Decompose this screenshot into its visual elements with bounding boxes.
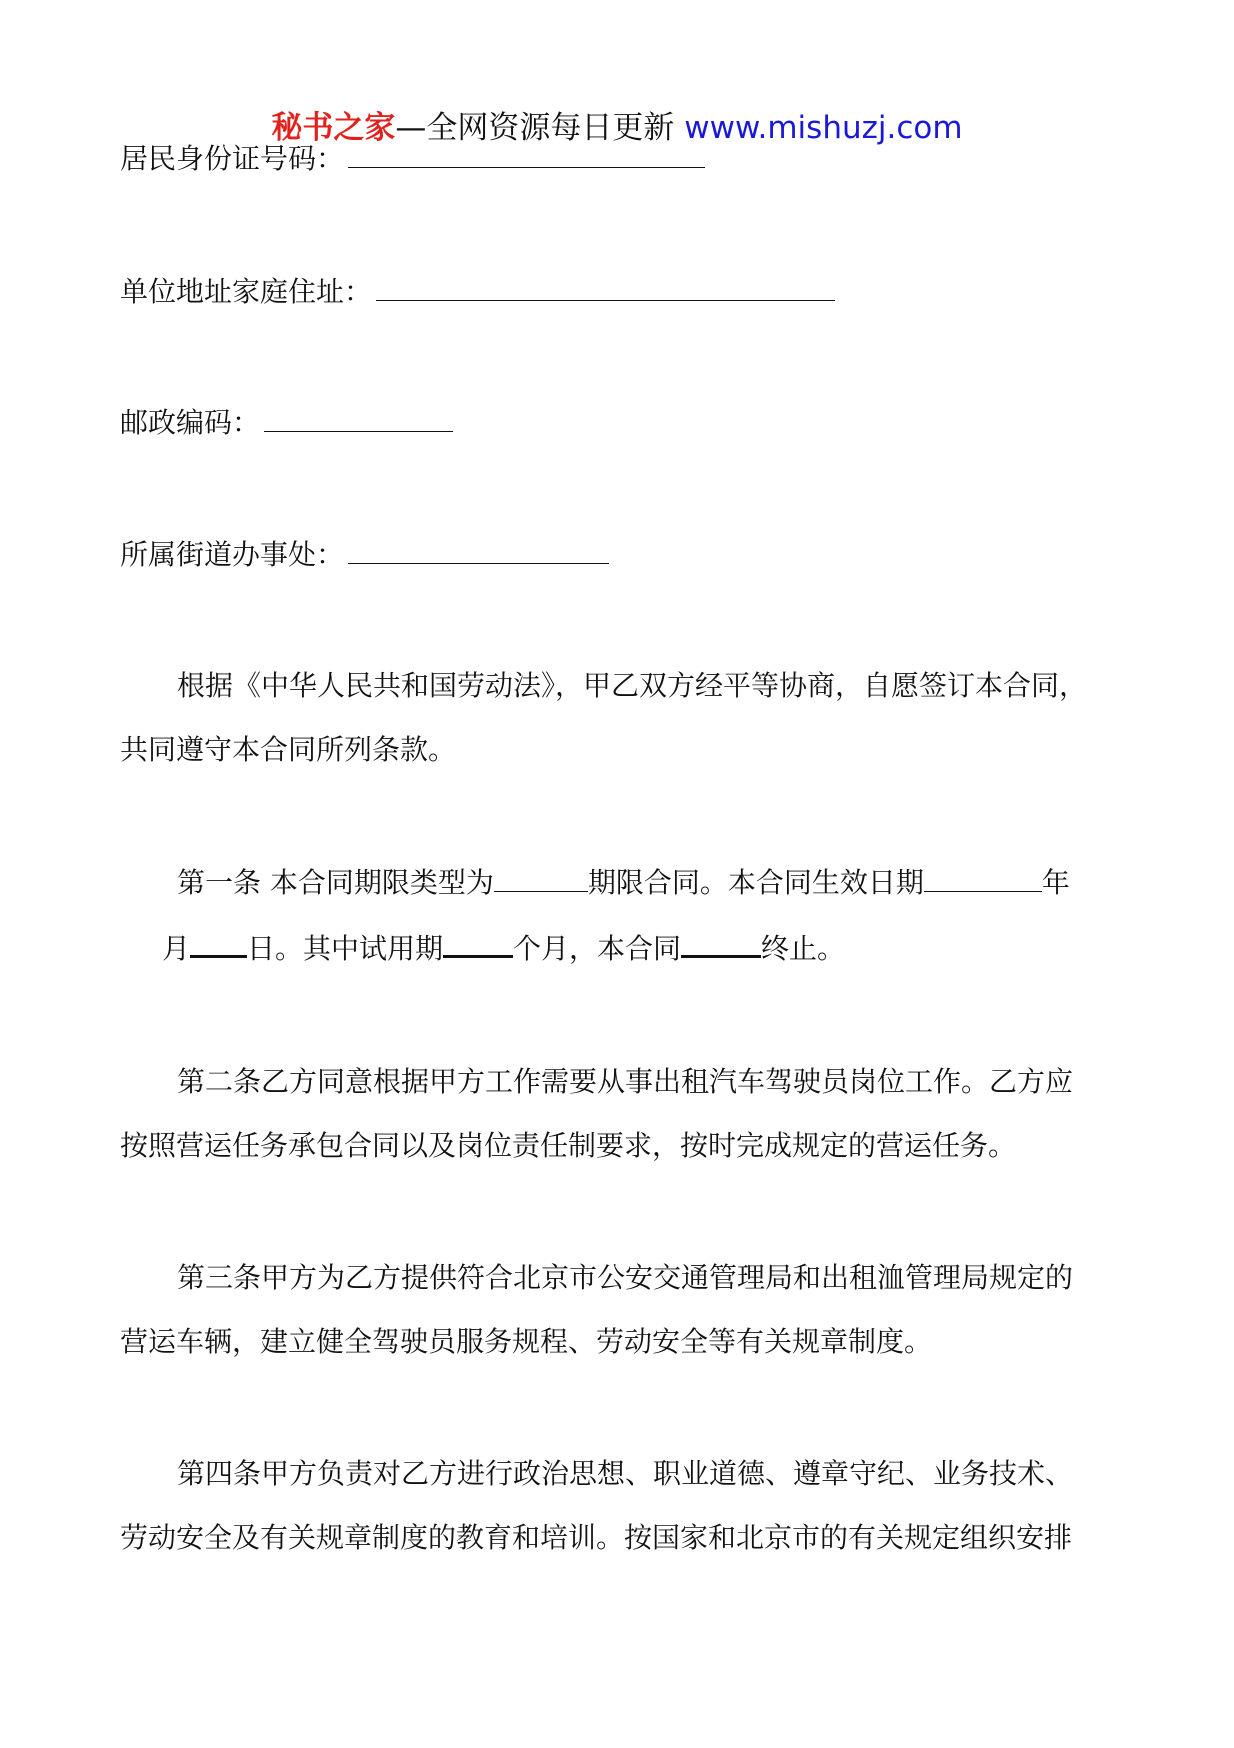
postcode-label: 邮政编码：: [120, 406, 261, 439]
id-number-label: 居民身份证号码：: [120, 142, 345, 175]
header-tagline: —全网资源每日更新: [395, 110, 675, 146]
day-blank: [190, 930, 247, 958]
article-4-line-2: 劳动安全及有关规章制度的教育和培训。按国家和北京市的有关规定组织安排: [120, 1521, 1073, 1554]
subdistrict-field: [120, 533, 609, 573]
article-2-line-1: 第二条乙方同意根据甲方工作需要从事出租汽车驾驶员岗位工作。乙方应: [177, 1065, 1074, 1098]
probation-months-blank: [443, 930, 513, 958]
article-1-text-e: 日。其中试用期: [247, 932, 444, 965]
contract-type-blank: [494, 866, 588, 892]
address-label: 单位地址家庭住址：: [120, 275, 373, 308]
article-1-line-2: [162, 927, 1162, 967]
subdistrict-label: 所属街道办事处：: [120, 538, 345, 571]
id-number-blank: [348, 166, 705, 168]
article-1-text-f: 个月，本合同: [513, 932, 682, 965]
intro-line-1: 根据《中华人民共和国劳动法》，甲乙双方经平等协商，自愿签订本合同，: [177, 669, 1088, 702]
id-number-field: [120, 137, 705, 177]
article-2-line-2: 按照营运任务承包合同以及岗位责任制要求，按时完成规定的营运任务。: [120, 1129, 1017, 1162]
intro-line-2: 共同遵守本合同所列条款。: [120, 733, 457, 766]
article-1-text-b: 期限合同。本合同生效日期: [587, 866, 924, 899]
termination-blank: [681, 930, 761, 958]
article-1-text-c: 年: [1041, 866, 1070, 899]
address-blank: [376, 299, 835, 301]
postcode-blank: [264, 430, 453, 432]
article-1-text-a: 第一条 本合同期限类型为: [177, 866, 494, 899]
subdistrict-blank: [348, 562, 609, 564]
postcode-field: [120, 401, 453, 441]
article-4-line-1: 第四条甲方负责对乙方进行政治思想、职业道德、遵章守纪、业务技术、: [177, 1457, 1074, 1490]
brand-name: 秘书之家: [271, 110, 396, 146]
article-1-text-d: 月: [162, 932, 191, 965]
effective-date-blank: [924, 866, 1042, 892]
article-1-line-1: [177, 861, 1177, 901]
site-url[interactable]: www.mishuzj.com: [684, 110, 963, 146]
article-3-line-1: 第三条甲方为乙方提供符合北京市公安交通管理局和出租洫管理局规定的: [177, 1261, 1074, 1294]
article-1-text-g: 终止。: [761, 932, 846, 965]
address-field: [120, 270, 835, 310]
article-3-line-2: 营运车辆，建立健全驾驶员服务规程、劳动安全等有关规章制度。: [120, 1325, 933, 1358]
